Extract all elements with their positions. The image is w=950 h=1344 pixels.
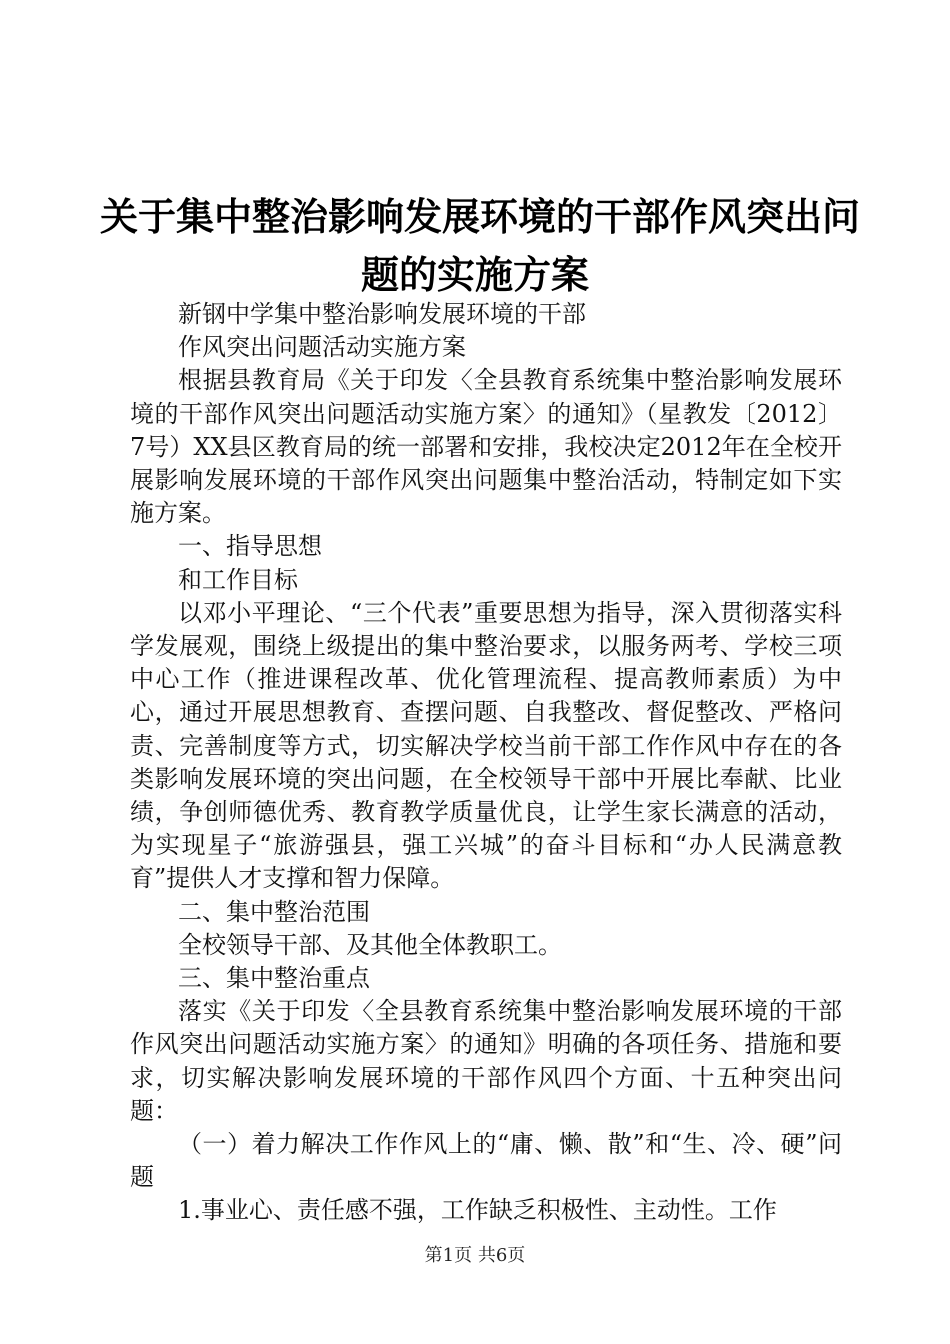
document-title-line-2: 题的实施方案 xyxy=(360,252,589,297)
section-heading-1-cont: 和工作目标 xyxy=(178,565,298,594)
page-footer: 第1页 共6页 xyxy=(424,1245,526,1266)
section-heading-1: 一、指导思想 xyxy=(178,532,322,561)
section-heading-2: 二、集中整治范围 xyxy=(178,897,370,926)
document-body xyxy=(130,298,842,1228)
paragraph-scope: 全校领导干部、及其他全体教职工。 xyxy=(178,930,562,959)
subtitle-line-2: 作风突出问题活动实施方案 xyxy=(178,333,466,362)
list-item-1: 1.事业心、责任感不强，工作缺乏积极性、主动性。工作 xyxy=(178,1196,777,1225)
section-heading-3: 三、集中整治重点 xyxy=(178,964,370,993)
subsection-heading-1: （一）着力解决工作作风上的“庸、懒、散”和“生、冷、硬”问题 xyxy=(130,1130,842,1192)
subtitle-line-1: 新钢中学集中整治影响发展环境的干部 xyxy=(178,300,586,328)
paragraph-intro: 根据县教育局《关于印发〈全县教育系统集中整治影响发展环境的干部作风突出问题活动实施方案〉的通知》（星教发〔2012〕7号）XX县区教育局的统一部署和安排，我校决定2012年在全校开展影响发展环境的干部作风突出问题集中整治活动，特制定如下实施方案。 xyxy=(130,366,842,528)
document-title-line-1: 关于集中整治影响发展环境的干部作风突出问 xyxy=(100,194,861,239)
paragraph-focus: 落实《关于印发〈全县教育系统集中整治影响发展环境的干部作风突出问题活动实施方案〉的通知》明确的各项任务、措施和要求，切实解决影响发展环境的干部作风四个方面、十五种突出问题： xyxy=(130,997,842,1125)
paragraph-guiding: 以邓小平理论、“三个代表”重要思想为指导，深入贯彻落实科学发展观，围绕上级提出的集中整治要求，以服务两考、学校三项中心工作（推进课程改革、优化管理流程、提高教师素质）为中心，通过开展思想教育、查摆问题、自我整改、督促整改、严格问责、完善制度等方式，切实解决学校当前干部工作作风中存在的各类影响发展环境的突出问题，在全校领导干部中开展比奉献、比业绩，争创师德优秀、教育教学质量优良，让学生家长满意的活动，为实现星子“旅游强县，强工兴城”的奋斗目标和“办人民满意教育”提供人才支撑和智力保障。 xyxy=(130,598,842,893)
